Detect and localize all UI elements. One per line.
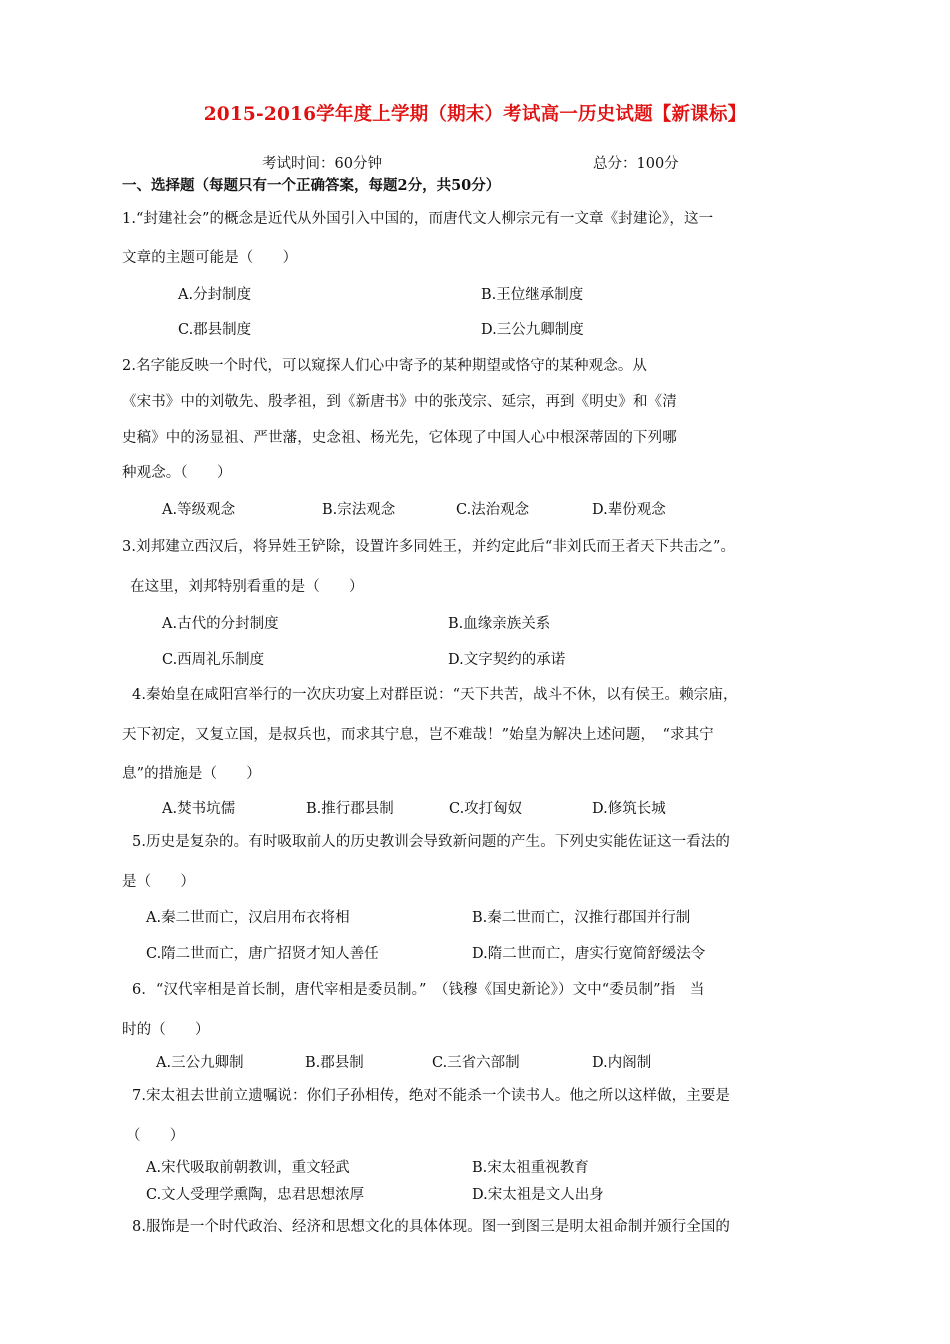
question-6-option-d: D.内阁制: [592, 1055, 652, 1071]
question-7-option-c: C.文人受理学熏陶，忠君思想浓厚: [146, 1187, 365, 1203]
question-7-option-d: D.宋太祖是文人出身: [472, 1187, 604, 1203]
question-3-option-a: A.古代的分封制度: [162, 616, 279, 632]
question-2-line-2: 《宋书》中的刘敬先、殷孝祖，到《新唐书》中的张茂宗、延宗，再到《明史》和《清: [122, 394, 677, 410]
question-1-option-a: A.分封制度: [178, 287, 252, 303]
question-3-line-2: 在这里，刘邦特别看重的是（ ）: [130, 579, 364, 595]
question-5-option-d: D.隋二世而亡，唐实行宽简舒缓法令: [472, 946, 706, 962]
question-2-option-c: C.法治观念: [456, 502, 530, 518]
question-4-option-c: C.攻打匈奴: [449, 801, 523, 817]
question-3-option-d: D.文字契约的承诺: [448, 652, 566, 668]
question-4-line-2: 天下初定，又复立国，是叔兵也，而求其宁息，岂不难哉！”始皇为解决上述问题， “求其宁: [122, 727, 714, 743]
question-2-option-d: D.辈份观念: [592, 502, 666, 518]
question-5-option-a: A.秦二世而亡，汉启用布衣将相: [146, 910, 350, 926]
question-2-line-3: 史稿》中的汤显祖、严世藩，史念祖、杨光先，它体现了中国人心中根深蒂固的下列哪: [122, 430, 677, 446]
question-6-option-b: B.郡县制: [305, 1055, 364, 1071]
total-score: 总分：100分: [593, 156, 679, 172]
question-2-line-4: 种观念。（ ）: [122, 465, 232, 481]
question-7-option-b: B.宋太祖重视教育: [472, 1160, 589, 1176]
page-title: 2015-2016学年度上学期（期末）考试高一历史试题【新课标】: [203, 104, 747, 125]
question-1-option-c: C.郡县制度: [178, 322, 252, 338]
question-1-option-b: B.王位继承制度: [481, 287, 584, 303]
question-1-line-2: 文章的主题可能是（ ）: [122, 250, 298, 266]
question-5-line-1: 5.历史是复杂的。有时吸取前人的历史教训会导致新问题的产生。下列史实能佐证这一看法的: [132, 834, 731, 850]
question-7-line-2: （ ）: [126, 1128, 185, 1144]
question-5-line-2: 是（ ）: [122, 874, 195, 890]
question-7-option-a: A.宋代吸取前朝教训，重文轻武: [146, 1160, 350, 1176]
question-6-line-1: 6．“汉代宰相是首长制，唐代宰相是委员制。” （钱穆《国史新论》）文中“委员制”指 当: [132, 982, 705, 998]
question-6-option-a: A.三公九卿制: [156, 1055, 244, 1071]
question-4-line-3: 息”的措施是（ ）: [122, 766, 261, 782]
question-6-line-2: 时的（ ）: [122, 1022, 210, 1038]
question-4-line-1: 4.秦始皇在咸阳宫举行的一次庆功宴上对群臣说：“天下共苦，战斗不休，以有侯王。赖宗庙，: [132, 687, 738, 703]
question-3-option-c: C.西周礼乐制度: [162, 652, 265, 668]
question-7-line-1: 7.宋太祖去世前立遗嘱说：你们子孙相传，绝对不能杀一个读书人。他之所以这样做，主要是: [132, 1088, 731, 1104]
question-2-line-1: 2.名字能反映一个时代，可以窥探人们心中寄予的某种期望或恪守的某种观念。从: [122, 358, 648, 374]
question-1-line-1: 1.“封建社会”的概念是近代从外国引入中国的，而唐代文人柳宗元有一文章《封建论》，这一: [122, 211, 714, 227]
question-2-option-b: B.宗法观念: [322, 502, 396, 518]
question-8-line-1: 8.服饰是一个时代政治、经济和思想文化的具体体现。图一到图三是明太祖命制并颁行全国的: [132, 1219, 731, 1235]
question-3-line-1: 3.刘邦建立西汉后，将异姓王铲除，设置许多同姓王，并约定此后“非刘氏而王者天下共击之”。: [122, 539, 736, 555]
question-5-option-c: C.隋二世而亡，唐广招贤才知人善任: [146, 946, 379, 962]
question-4-option-a: A.焚书坑儒: [162, 801, 236, 817]
question-1-option-d: D.三公九卿制度: [481, 322, 584, 338]
section-title: 一、选择题（每题只有一个正确答案，每题2分，共50分）: [122, 177, 501, 194]
question-5-option-b: B.秦二世而亡，汉推行郡国并行制: [472, 910, 691, 926]
exam-time: 考试时间：60分钟: [262, 156, 382, 172]
question-3-option-b: B.血缘亲族关系: [448, 616, 551, 632]
question-6-option-c: C.三省六部制: [432, 1055, 520, 1071]
question-2-option-a: A.等级观念: [162, 502, 236, 518]
question-4-option-d: D.修筑长城: [592, 801, 666, 817]
question-4-option-b: B.推行郡县制: [306, 801, 394, 817]
